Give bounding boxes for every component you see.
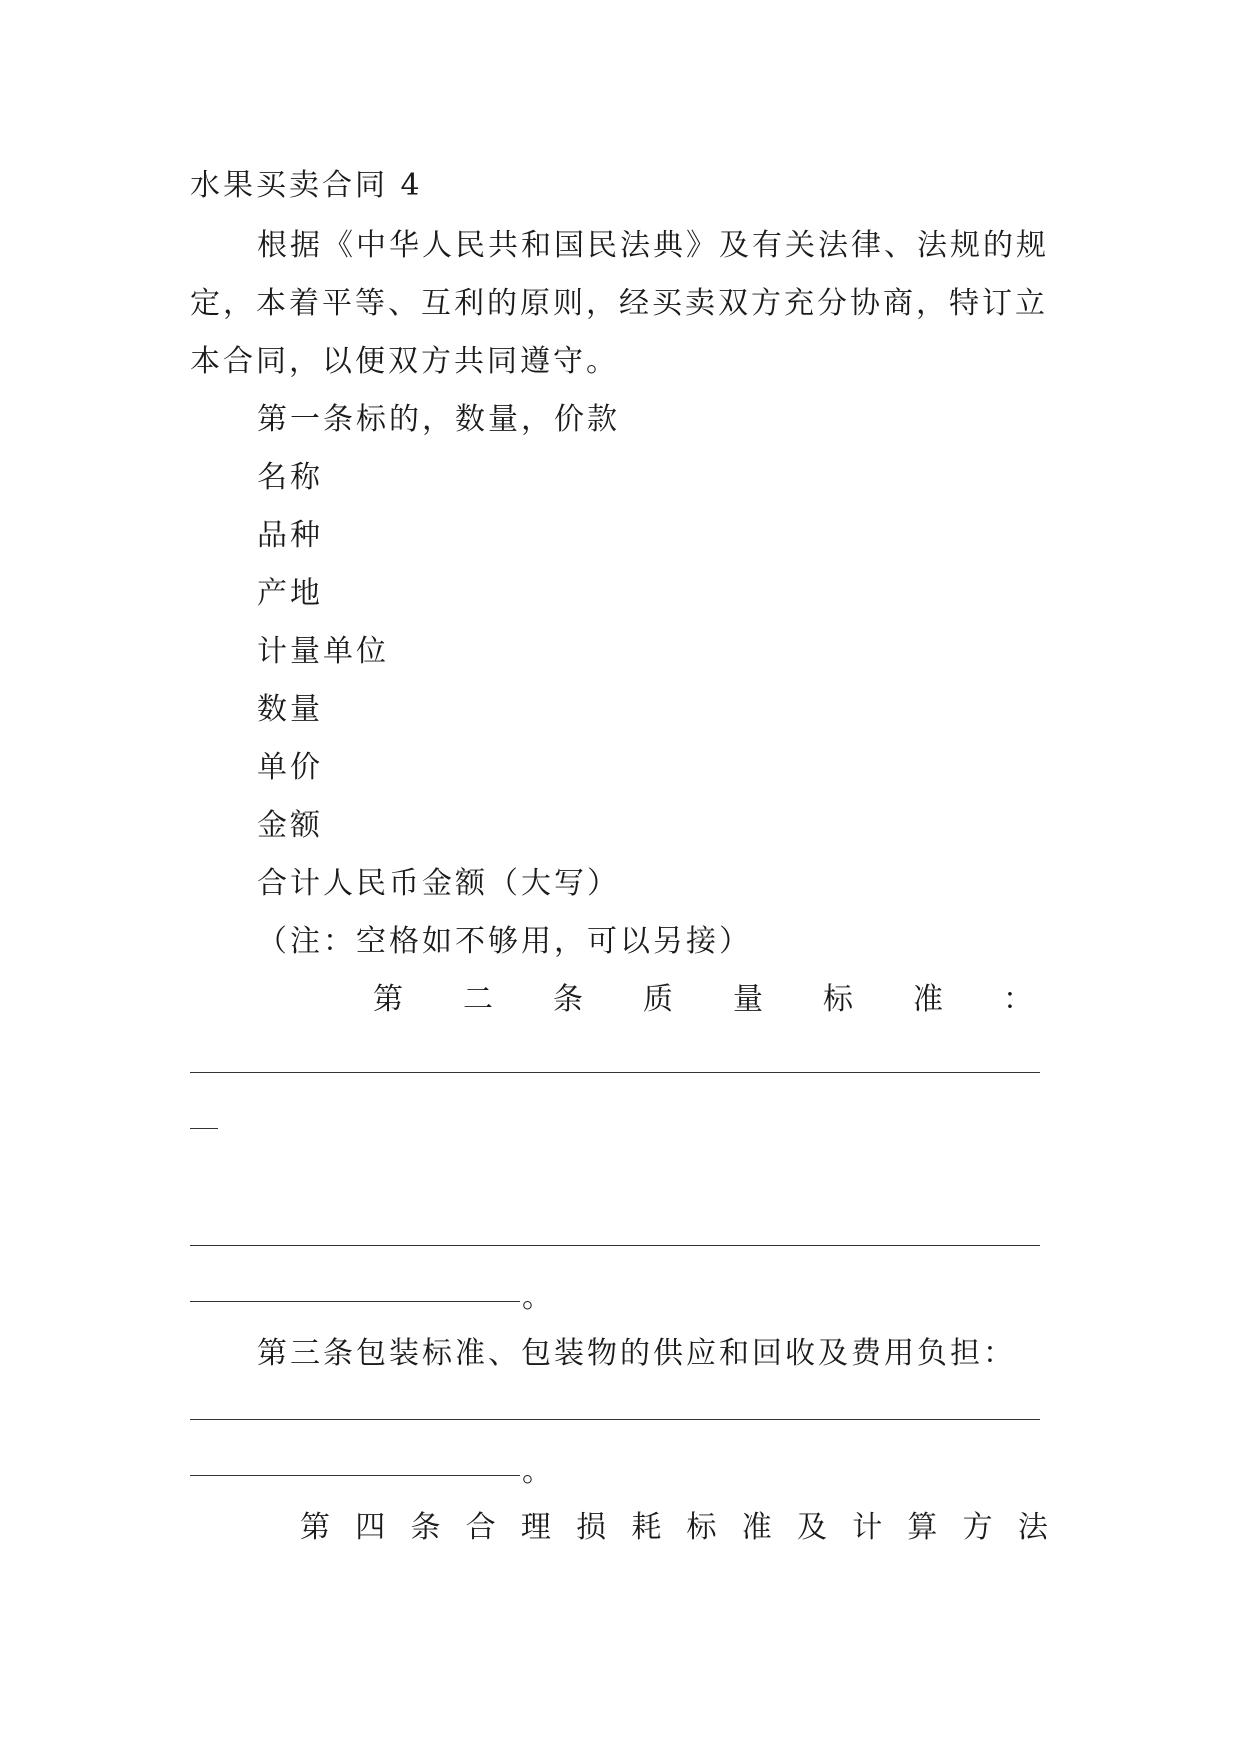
article2-char: 量 bbox=[733, 982, 763, 1017]
period-mark: 。 bbox=[522, 1280, 552, 1315]
article1-item-quantity: 数量 bbox=[257, 692, 323, 727]
intro-line-1: 根据《中华人民共和国民法典》及有关法律、法规的规 bbox=[257, 228, 1049, 263]
blank-line bbox=[190, 1072, 1040, 1073]
article4-char: 第 bbox=[300, 1510, 330, 1545]
article4-char: 标 bbox=[686, 1510, 717, 1545]
article2-char: 条 bbox=[553, 982, 583, 1017]
article1-item-name: 名称 bbox=[257, 460, 323, 495]
blank-line bbox=[190, 1128, 218, 1129]
blank-line bbox=[190, 1245, 1040, 1246]
article1-item-amount: 金额 bbox=[257, 808, 323, 843]
article4-char: 及 bbox=[796, 1510, 827, 1545]
article4-char: 合 bbox=[465, 1510, 496, 1545]
article4-char: 条 bbox=[410, 1510, 441, 1545]
article2-char: 准 bbox=[913, 982, 943, 1017]
blank-line bbox=[190, 1475, 520, 1476]
article4-char: 法 bbox=[1017, 1510, 1048, 1545]
article4-char: 计 bbox=[852, 1510, 883, 1545]
article1-note: （注：空格如不够用，可以另接） bbox=[257, 924, 752, 959]
period-mark: 。 bbox=[522, 1454, 552, 1489]
blank-line bbox=[190, 1419, 1040, 1420]
article1-item-origin: 产地 bbox=[257, 576, 323, 611]
document-title: 水果买卖合同 4 bbox=[190, 168, 423, 203]
article4-char: 理 bbox=[520, 1510, 551, 1545]
article4-char: 耗 bbox=[631, 1510, 662, 1545]
article2-char: 标 bbox=[823, 982, 853, 1017]
article2-char: ： bbox=[1003, 982, 1033, 1017]
intro-line-3: 本合同，以便双方共同遵守。 bbox=[190, 344, 619, 379]
article1-item-total: 合计人民币金额（大写） bbox=[257, 866, 620, 901]
article2-char: 第 bbox=[373, 982, 403, 1017]
article4-char: 算 bbox=[907, 1510, 938, 1545]
intro-line-2: 定，本着平等、互利的原则，经买卖双方充分协商，特订立 bbox=[190, 286, 1048, 321]
article4-char: 损 bbox=[576, 1510, 607, 1545]
blank-line bbox=[190, 1301, 520, 1302]
article1-item-variety: 品种 bbox=[257, 518, 323, 553]
article3-heading: 第三条包装标准、包装物的供应和回收及费用负担： bbox=[257, 1336, 1016, 1371]
article1-item-unit-price: 单价 bbox=[257, 750, 323, 785]
article4-char: 准 bbox=[741, 1510, 772, 1545]
article1-heading: 第一条标的，数量，价款 bbox=[257, 402, 620, 437]
article2-char: 二 bbox=[463, 982, 493, 1017]
article4-heading bbox=[300, 1508, 1048, 1548]
article1-item-unit: 计量单位 bbox=[257, 634, 389, 669]
article2-heading bbox=[373, 980, 1033, 1020]
article4-char: 方 bbox=[962, 1510, 993, 1545]
article4-char: 四 bbox=[355, 1510, 386, 1545]
article2-char: 质 bbox=[643, 982, 673, 1017]
